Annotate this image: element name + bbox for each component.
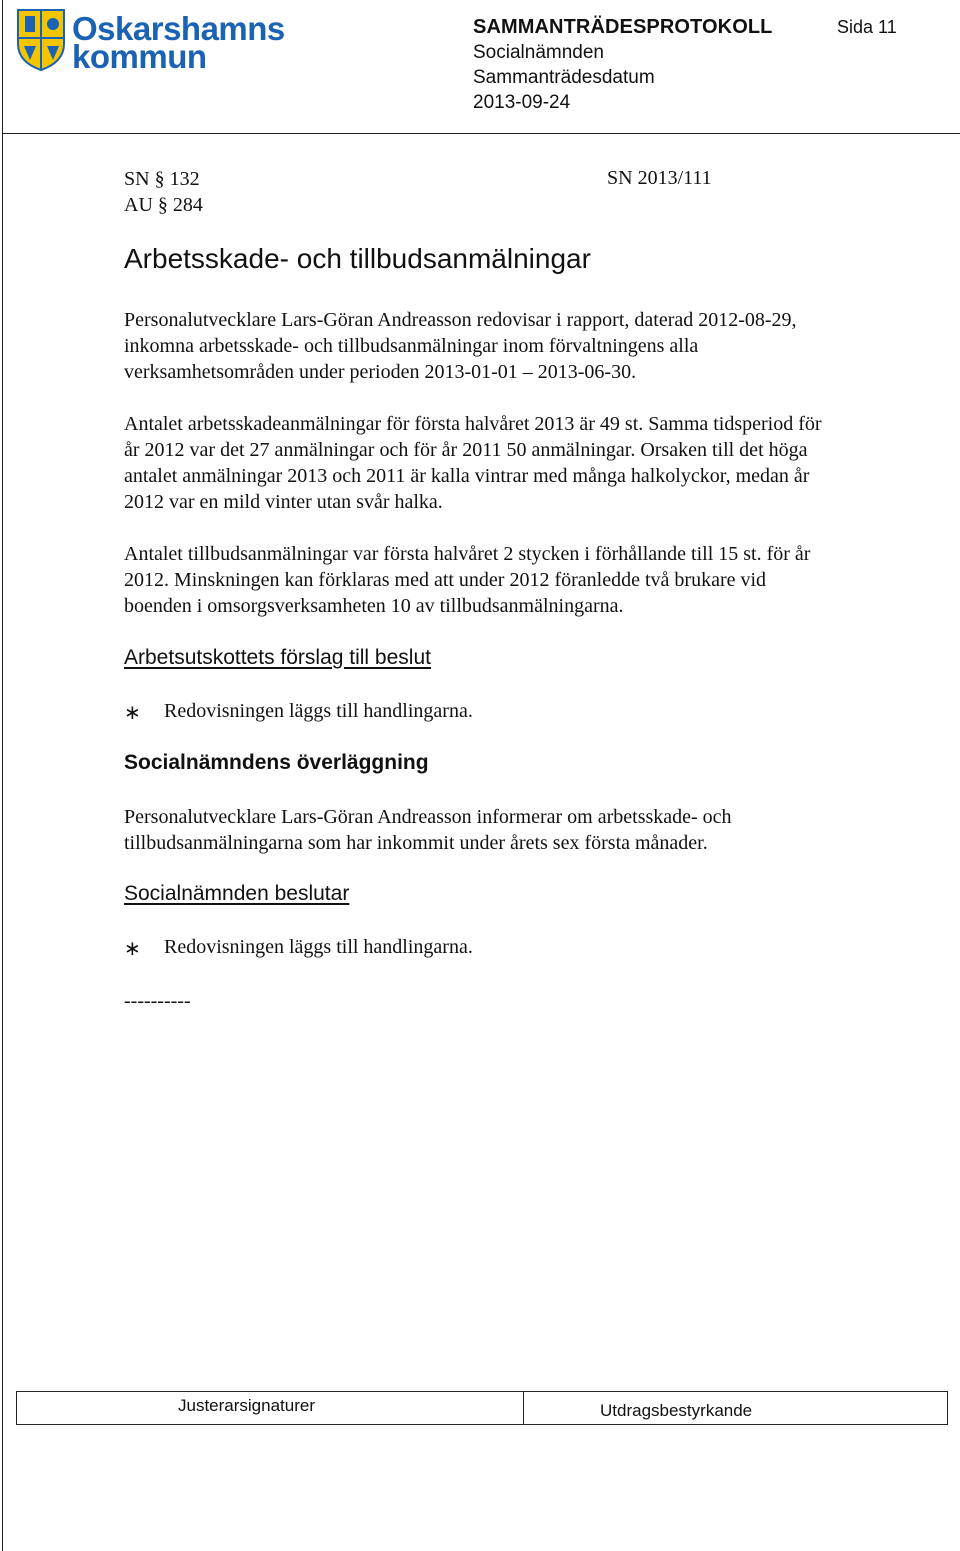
deliberation-heading: Socialnämndens överläggning [124,751,429,774]
header-rule [2,133,960,134]
paragraph2-line2: år 2012 var det 27 anmälningar och för år 2011 50 anmälningar. Orsaken till det höga [124,439,808,461]
signature-label: Justerarsignaturer [178,1396,316,1415]
footer-divider [947,1391,948,1425]
paragraph2-line1: Antalet arbetsskadeanmälningar för första halvåret 2013 är 49 st. Samma tidsperiod för [124,413,822,435]
protocol-title: SAMMANTRÄDESPROTOKOLL [473,16,773,38]
paragraph3-line2: 2012. Minskningen kan förklaras med att under 2012 föranledde två brukare vid [124,569,767,591]
committee-proposal-heading: Arbetsutskottets förslag till beslut [124,646,431,669]
logo-text-line1: Oskarshamns [72,10,285,47]
document-header [473,14,773,115]
municipality-logo [16,6,285,75]
footer-bottom-rule [16,1424,948,1425]
paragraph3-line3: boenden i omsorgsverksamheten 10 av tillbudsanmälningarna. [124,595,624,617]
bullet-icon: ∗ [124,702,141,724]
paragraph1-line2: inkomna arbetsskade- och tillbudsanmälningar inom förvaltningens alla [124,335,699,357]
logo-text-line2: kommun [72,38,207,75]
paragraph2-line3: antalet anmälningar 2013 och 2011 är kalla vintrar med många halkolyckor, medan år [124,465,810,487]
decision-item: Redovisningen läggs till handlingarna. [164,936,473,958]
page-title: Arbetsskade- och tillbudsanmälningar [124,243,591,274]
deliberation-line1: Personalutvecklare Lars-Göran Andreasson informerar om arbetsskade- och [124,806,732,828]
paragraph1-line3: verksamhetsområden under perioden 2013-01-01 – 2013-06-30. [124,361,637,383]
committee-name: Socialnämnden [473,42,604,63]
proposal-item: Redovisningen läggs till handlingarna. [164,700,473,722]
paragraph2-line4: 2012 var en mild vinter utan svår halka. [124,491,443,513]
page-number: Sida 11 [837,17,897,37]
section-ref-au: AU § 284 [124,194,203,216]
meeting-date-label: Sammanträdesdatum [473,67,655,88]
paragraph3-line1: Antalet tillbudsanmälningar var första halvåret 2 stycken i förhållande till 15 st. för år [124,543,811,565]
footer-divider [523,1391,524,1425]
deliberation-line2: tillbudsanmälningarna som har inkommit under årets sex första månader. [124,832,708,854]
footer-divider [16,1391,17,1425]
footer-top-rule [16,1391,948,1392]
page-frame-left [2,0,3,1551]
bullet-icon: ∗ [124,938,141,960]
meeting-date: 2013-09-24 [473,92,571,113]
coat-of-arms-icon [16,6,66,72]
case-number: SN 2013/111 [607,167,712,189]
section-ref-sn: SN § 132 [124,168,200,190]
separator: ---------- [124,990,191,1012]
decision-heading: Socialnämnden beslutar [124,882,350,905]
extract-certification-label: Utdragsbestyrkande [600,1401,753,1420]
paragraph1-line1: Personalutvecklare Lars-Göran Andreasson redovisar i rapport, daterad 2012-08-29, [124,309,797,331]
